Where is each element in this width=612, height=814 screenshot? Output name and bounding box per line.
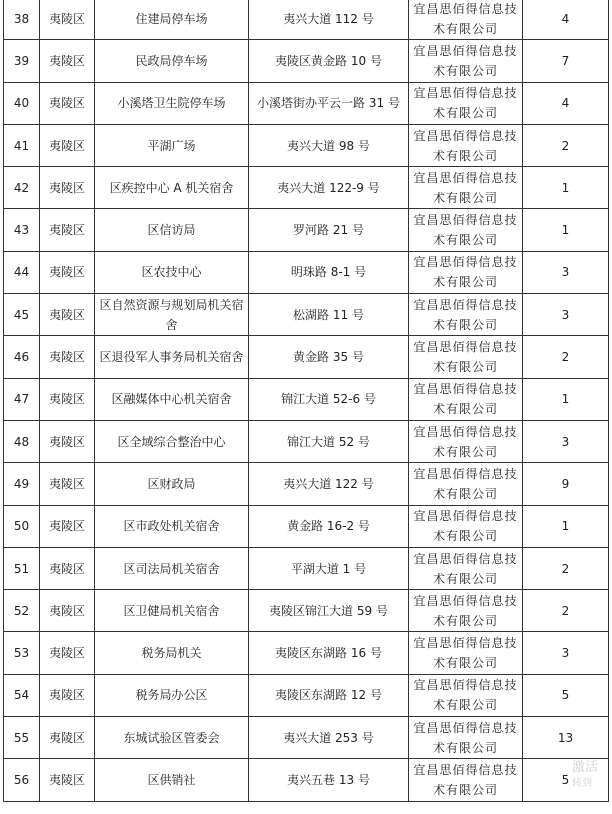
cell-location-name: 小溪塔卫生院停车场 xyxy=(95,82,249,124)
cell-address: 夷兴大道 122-9 号 xyxy=(249,167,409,209)
cell-address: 松湖路 11 号 xyxy=(249,294,409,336)
cell-address: 夷兴大道 98 号 xyxy=(249,124,409,166)
cell-address: 黄金路 35 号 xyxy=(249,336,409,378)
cell-count: 2 xyxy=(523,590,609,632)
cell-number: 52 xyxy=(4,590,40,632)
cell-address: 罗河路 21 号 xyxy=(249,209,409,251)
cell-location-name: 平湖广场 xyxy=(95,124,249,166)
table-row xyxy=(4,40,609,82)
table-row xyxy=(4,632,609,674)
cell-location-name: 区供销社 xyxy=(95,759,249,801)
cell-number: 47 xyxy=(4,378,40,420)
table-row xyxy=(4,251,609,293)
cell-address: 锦江大道 52 号 xyxy=(249,420,409,462)
cell-number: 38 xyxy=(4,0,40,40)
cell-company: 宜昌思佰得信息技术有限公司 xyxy=(409,674,523,716)
cell-company: 宜昌思佰得信息技术有限公司 xyxy=(409,0,523,40)
cell-district: 夷陵区 xyxy=(40,505,95,547)
cell-company: 宜昌思佰得信息技术有限公司 xyxy=(409,547,523,589)
cell-district: 夷陵区 xyxy=(40,209,95,251)
cell-company: 宜昌思佰得信息技术有限公司 xyxy=(409,590,523,632)
cell-number: 39 xyxy=(4,40,40,82)
cell-district: 夷陵区 xyxy=(40,294,95,336)
cell-location-name: 税务局办公区 xyxy=(95,674,249,716)
cell-location-name: 区财政局 xyxy=(95,463,249,505)
cell-company: 宜昌思佰得信息技术有限公司 xyxy=(409,209,523,251)
cell-location-name: 民政局停车场 xyxy=(95,40,249,82)
table-row xyxy=(4,0,609,40)
table-row xyxy=(4,378,609,420)
cell-district: 夷陵区 xyxy=(40,40,95,82)
cell-address: 夷兴大道 112 号 xyxy=(249,0,409,40)
cell-company: 宜昌思佰得信息技术有限公司 xyxy=(409,124,523,166)
cell-count: 5 xyxy=(523,674,609,716)
cell-count: 2 xyxy=(523,547,609,589)
cell-address: 黄金路 16-2 号 xyxy=(249,505,409,547)
cell-location-name: 区卫健局机关宿舍 xyxy=(95,590,249,632)
cell-district: 夷陵区 xyxy=(40,378,95,420)
cell-number: 45 xyxy=(4,294,40,336)
cell-district: 夷陵区 xyxy=(40,251,95,293)
cell-location-name: 东城试验区管委会 xyxy=(95,717,249,759)
cell-district: 夷陵区 xyxy=(40,420,95,462)
cell-count: 13 xyxy=(523,717,609,759)
cell-district: 夷陵区 xyxy=(40,717,95,759)
cell-company: 宜昌思佰得信息技术有限公司 xyxy=(409,717,523,759)
cell-address: 平湖大道 1 号 xyxy=(249,547,409,589)
cell-address: 锦江大道 52-6 号 xyxy=(249,378,409,420)
cell-location-name: 区全域综合整治中心 xyxy=(95,420,249,462)
cell-count: 2 xyxy=(523,124,609,166)
table-row xyxy=(4,505,609,547)
cell-company: 宜昌思佰得信息技术有限公司 xyxy=(409,632,523,674)
cell-location-name: 区疾控中心 A 机关宿舍 xyxy=(95,167,249,209)
cell-company: 宜昌思佰得信息技术有限公司 xyxy=(409,336,523,378)
cell-count: 3 xyxy=(523,294,609,336)
cell-count: 7 xyxy=(523,40,609,82)
cell-count: 3 xyxy=(523,251,609,293)
cell-company: 宜昌思佰得信息技术有限公司 xyxy=(409,167,523,209)
cell-location-name: 区农技中心 xyxy=(95,251,249,293)
cell-number: 46 xyxy=(4,336,40,378)
cell-address: 夷陵区东湖路 12 号 xyxy=(249,674,409,716)
cell-number: 54 xyxy=(4,674,40,716)
table-row xyxy=(4,590,609,632)
cell-address: 夷兴五巷 13 号 xyxy=(249,759,409,801)
data-table xyxy=(3,0,609,802)
watermark-line-2: 转到 xyxy=(572,778,592,789)
cell-number: 50 xyxy=(4,505,40,547)
cell-address: 夷兴大道 253 号 xyxy=(249,717,409,759)
activation-watermark xyxy=(572,760,612,792)
cell-company: 宜昌思佰得信息技术有限公司 xyxy=(409,40,523,82)
cell-address: 夷陵区黄金路 10 号 xyxy=(249,40,409,82)
cell-company: 宜昌思佰得信息技术有限公司 xyxy=(409,420,523,462)
cell-location-name: 税务局机关 xyxy=(95,632,249,674)
cell-district: 夷陵区 xyxy=(40,674,95,716)
cell-district: 夷陵区 xyxy=(40,463,95,505)
cell-count: 2 xyxy=(523,336,609,378)
table-row xyxy=(4,294,609,336)
cell-district: 夷陵区 xyxy=(40,167,95,209)
cell-company: 宜昌思佰得信息技术有限公司 xyxy=(409,251,523,293)
cell-district: 夷陵区 xyxy=(40,82,95,124)
cell-count: 4 xyxy=(523,82,609,124)
table-row xyxy=(4,124,609,166)
cell-number: 40 xyxy=(4,82,40,124)
cell-number: 43 xyxy=(4,209,40,251)
table-body xyxy=(4,0,609,801)
cell-address: 夷陵区东湖路 16 号 xyxy=(249,632,409,674)
cell-count: 4 xyxy=(523,0,609,40)
cell-count: 3 xyxy=(523,632,609,674)
watermark-line-1: 激活 xyxy=(572,760,599,775)
cell-location-name: 区融媒体中心机关宿舍 xyxy=(95,378,249,420)
cell-address: 小溪塔街办平云一路 31 号 xyxy=(249,82,409,124)
cell-company: 宜昌思佰得信息技术有限公司 xyxy=(409,463,523,505)
cell-company: 宜昌思佰得信息技术有限公司 xyxy=(409,378,523,420)
cell-location-name: 区市政处机关宿舍 xyxy=(95,505,249,547)
table-row xyxy=(4,759,609,801)
cell-company: 宜昌思佰得信息技术有限公司 xyxy=(409,82,523,124)
cell-number: 41 xyxy=(4,124,40,166)
cell-count: 5 xyxy=(523,759,609,801)
cell-number: 49 xyxy=(4,463,40,505)
cell-location-name: 区退役军人事务局机关宿舍 xyxy=(95,336,249,378)
table-row xyxy=(4,547,609,589)
cell-district: 夷陵区 xyxy=(40,547,95,589)
cell-count: 3 xyxy=(523,420,609,462)
cell-address: 夷兴大道 122 号 xyxy=(249,463,409,505)
cell-number: 56 xyxy=(4,759,40,801)
cell-district: 夷陵区 xyxy=(40,632,95,674)
cell-district: 夷陵区 xyxy=(40,759,95,801)
cell-location-name: 住建局停车场 xyxy=(95,0,249,40)
cell-number: 51 xyxy=(4,547,40,589)
cell-count: 1 xyxy=(523,378,609,420)
table-row xyxy=(4,167,609,209)
table-row xyxy=(4,420,609,462)
table-row xyxy=(4,674,609,716)
cell-location-name: 区信访局 xyxy=(95,209,249,251)
cell-district: 夷陵区 xyxy=(40,336,95,378)
cell-address: 明珠路 8-1 号 xyxy=(249,251,409,293)
cell-location-name: 区司法局机关宿舍 xyxy=(95,547,249,589)
cell-number: 44 xyxy=(4,251,40,293)
cell-count: 9 xyxy=(523,463,609,505)
cell-number: 53 xyxy=(4,632,40,674)
table-row xyxy=(4,209,609,251)
cell-address: 夷陵区锦江大道 59 号 xyxy=(249,590,409,632)
table-row xyxy=(4,82,609,124)
cell-count: 1 xyxy=(523,167,609,209)
cell-number: 42 xyxy=(4,167,40,209)
cell-number: 55 xyxy=(4,717,40,759)
cell-count: 1 xyxy=(523,505,609,547)
cell-district: 夷陵区 xyxy=(40,0,95,40)
cell-number: 48 xyxy=(4,420,40,462)
cell-district: 夷陵区 xyxy=(40,124,95,166)
cell-company: 宜昌思佰得信息技术有限公司 xyxy=(409,759,523,801)
cell-district: 夷陵区 xyxy=(40,590,95,632)
cell-count: 1 xyxy=(523,209,609,251)
table-row xyxy=(4,717,609,759)
table-row xyxy=(4,336,609,378)
table-row xyxy=(4,463,609,505)
cell-company: 宜昌思佰得信息技术有限公司 xyxy=(409,294,523,336)
cell-location-name: 区自然资源与规划局机关宿舍 xyxy=(95,294,249,336)
cell-company: 宜昌思佰得信息技术有限公司 xyxy=(409,505,523,547)
